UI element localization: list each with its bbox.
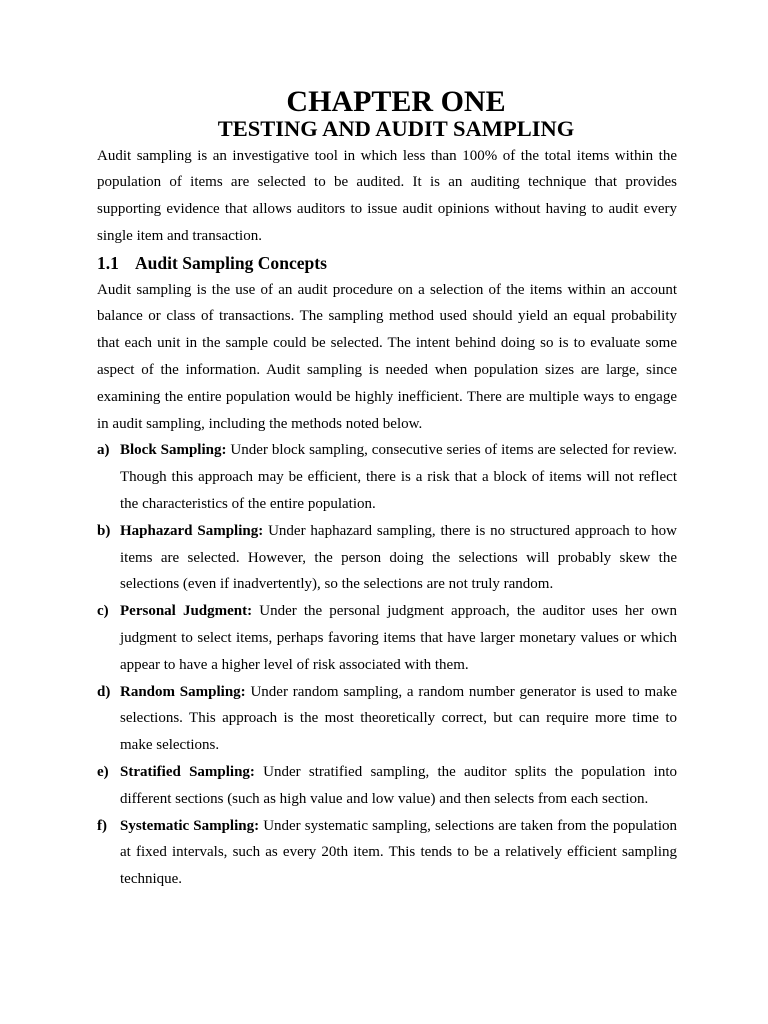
list-marker: b) (97, 522, 111, 539)
method-description: Under haphazard sampling, there is no structured approach to how items are selected. However, the person doing the selections will probably skew the selections (even if inadvertently), so the selections are not truly random. (120, 522, 677, 593)
method-term: Block Sampling: (120, 442, 227, 459)
method-description: Under stratified sampling, the auditor splits the population into different sections (such as high value and low value) and then selects from each section. (120, 763, 677, 807)
method-term: Stratified Sampling: (120, 763, 255, 780)
list-item (97, 679, 677, 759)
list-marker: c) (97, 603, 109, 620)
list-item (97, 759, 677, 813)
list-marker: e) (97, 763, 109, 780)
list-item (97, 437, 677, 517)
section-heading (97, 250, 677, 277)
method-term: Personal Judgment: (120, 603, 253, 620)
intro-paragraph: Audit sampling is an investigative tool in which less than 100% of the total items within the population of items are selected to be audited. It is an auditing technique that provides supporting evidence that allows auditors to issue audit opinions without having to audit every single item and transaction. (97, 147, 677, 244)
method-description: Under random sampling, a random number generator is used to make selections. This approach is the most theoretically correct, but can require more time to make selections. (120, 683, 677, 754)
chapter-subtitle: TESTING AND AUDIT SAMPLING (217, 115, 575, 141)
list-item (97, 813, 677, 893)
list-item (97, 518, 677, 598)
method-description: Under block sampling, consecutive series of items are selected for review. Though this approach may be efficient, there is a risk that a block of items will not reflect the characteristics of the entire population. (120, 442, 678, 512)
method-term: Haphazard Sampling: (120, 522, 264, 539)
method-term: Systematic Sampling: (120, 817, 260, 834)
method-term: Random Sampling: (120, 683, 246, 700)
section-paragraph: Audit sampling is the use of an audit procedure on a selection of the items within an account balance or class of transactions. The sampling method used should yield an equal probability that each unit in the sample could be selected. The intent behind doing so is to evaluate some aspect of the information. Audit sampling is needed when population sizes are large, since examining the entire population would be highly inefficient. There are multiple ways to engage in audit sampling, including the methods noted below. (97, 281, 677, 432)
method-description: Under the personal judgment approach, the auditor uses her own judgment to select items, perhaps favoring items that have larger monetary values or which appear to have a higher level of risk associated with them. (120, 603, 677, 673)
list-marker: f) (97, 817, 107, 834)
chapter-title: CHAPTER ONE (286, 85, 506, 118)
list-item (97, 598, 677, 678)
method-description: Under systematic sampling, selections are taken from the population at fixed intervals, such as every 20th item. This tends to be a relatively efficient sampling technique. (120, 817, 678, 888)
document-page (97, 85, 678, 893)
list-marker: a) (97, 442, 110, 459)
section-number: 1.1 (97, 252, 119, 273)
sampling-methods-list (97, 437, 677, 893)
section-title: Audit Sampling Concepts (135, 252, 327, 273)
list-marker: d) (97, 683, 111, 700)
